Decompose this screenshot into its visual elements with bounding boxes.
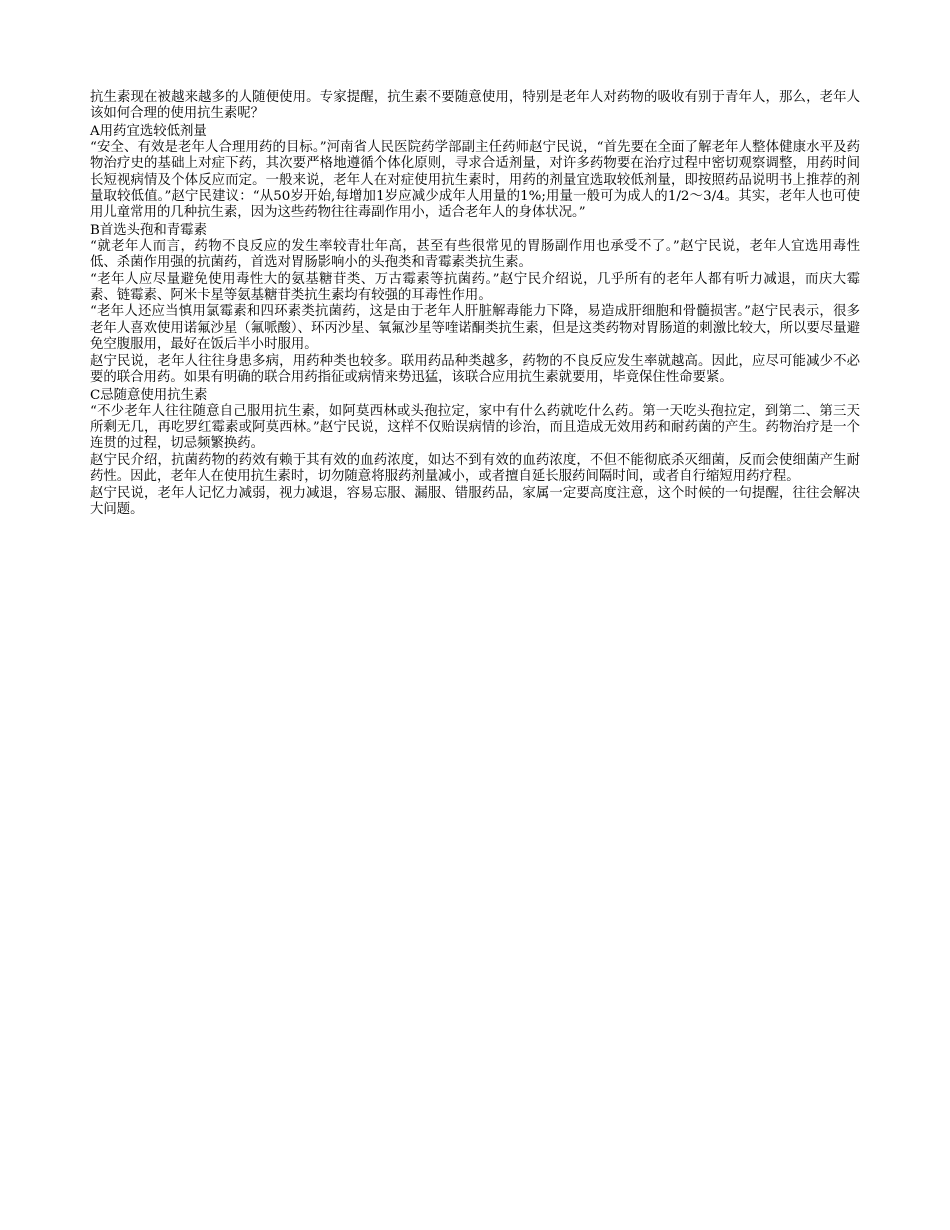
section-b-paragraph-3: “老年人还应当慎用氯霉素和四环素类抗菌药，这是由于老年人肝脏解毒能力下降，易造成肝细胞和骨髓损害。”赵宁民表示，很多老年人喜欢使用诺氟沙星（氟哌酸）、环丙沙星、氧氟沙星等喹诺酮类抗生素，但是这类药物对胃肠道的刺激比较大，所以要尽量避免空腹服用，最好在饭后半小时服用。	[90, 304, 860, 353]
article	[90, 90, 860, 518]
section-b-heading: B首选头孢和青霉素	[90, 222, 207, 238]
section-c-paragraph-1: “不少老年人往往随意自己服用抗生素，如阿莫西林或头孢拉定，家中有什么药就吃什么药。第一天吃头孢拉定，到第二、第三天所剩无几，再吃罗红霉素或阿莫西林。”赵宁民说，这样不仅贻误病情的诊治，而且造成无效用药和耐药菌的产生。药物治疗是一个连贯的过程，切忌频繁换药。	[90, 403, 860, 452]
section-b-paragraph-4: 赵宁民说，老年人往往身患多病，用药种类也较多。联用药品种类越多，药物的不良反应发生率就越高。因此，应尽可能减少不必要的联合用药。如果有明确的联合用药指征或病情来势迅猛，该联合应用抗生素就要用，毕竟保住性命要紧。	[90, 353, 860, 386]
section-c-paragraph-3: 赵宁民说，老年人记忆力减弱，视力减退，容易忘服、漏服、错服药品，家属一定要高度注意，这个时候的一句提醒，往往会解决大问题。	[90, 485, 860, 517]
intro-paragraph: 抗生素现在被越来越多的人随便使用。专家提醒，抗生素不要随意使用，特别是老年人对药物的吸收有别于青年人，那么，老年人该如何合理的使用抗生素呢？	[90, 90, 860, 122]
section-c-paragraph-2: 赵宁民介绍，抗菌药物的药效有赖于其有效的血药浓度，如达不到有效的血药浓度，不但不能彻底杀灭细菌，反而会使细菌产生耐药性。因此，老年人在使用抗生素时，切勿随意将服药剂量减小，或者擅自延长服药间隔时间，或者自行缩短用药疗程。	[90, 452, 860, 485]
section-c-heading: C忌随意使用抗生素	[90, 387, 208, 403]
section-a-heading: A用药宜选较低剂量	[90, 123, 207, 139]
section-a-paragraph-1: “安全、有效是老年人合理用药的目标。”河南省人民医院药学部副主任药师赵宁民说，“首先要在全面了解老年人整体健康水平及药物治疗史的基础上对症下药，其次要严格地遵循个体化原则，寻求合适剂量，对许多药物要在治疗过程中密切观察调整，用药时间长短视病情及个体反应而定。一般来说，老年人在对症使用抗生素时，用药的剂量宜选取较低剂量，即按照药品说明书上推荐的剂量取较低值。”赵宁民建议：“从50岁开始,每增加1岁应减少成年人用量的1%;用量一般可为成人的1/2～3/4。其实，老年人也可使用儿童常用的几种抗生素，因为这些药物往往毒副作用小，适合老年人的身体状况。”	[90, 139, 860, 221]
section-b-paragraph-1: “就老年人而言，药物不良反应的发生率较青壮年高，甚至有些很常见的胃肠副作用也承受不了。”赵宁民说，老年人宜选用毒性低、杀菌作用强的抗菌药，首选对胃肠影响小的头孢类和青霉素类抗生素。	[90, 238, 860, 271]
section-b-paragraph-2: “老年人应尽量避免使用毒性大的氨基糖苷类、万古霉素等抗菌药。”赵宁民介绍说，几乎所有的老年人都有听力减退，而庆大霉素、链霉素、阿米卡星等氨基糖苷类抗生素均有较强的耳毒性作用。	[90, 271, 860, 304]
